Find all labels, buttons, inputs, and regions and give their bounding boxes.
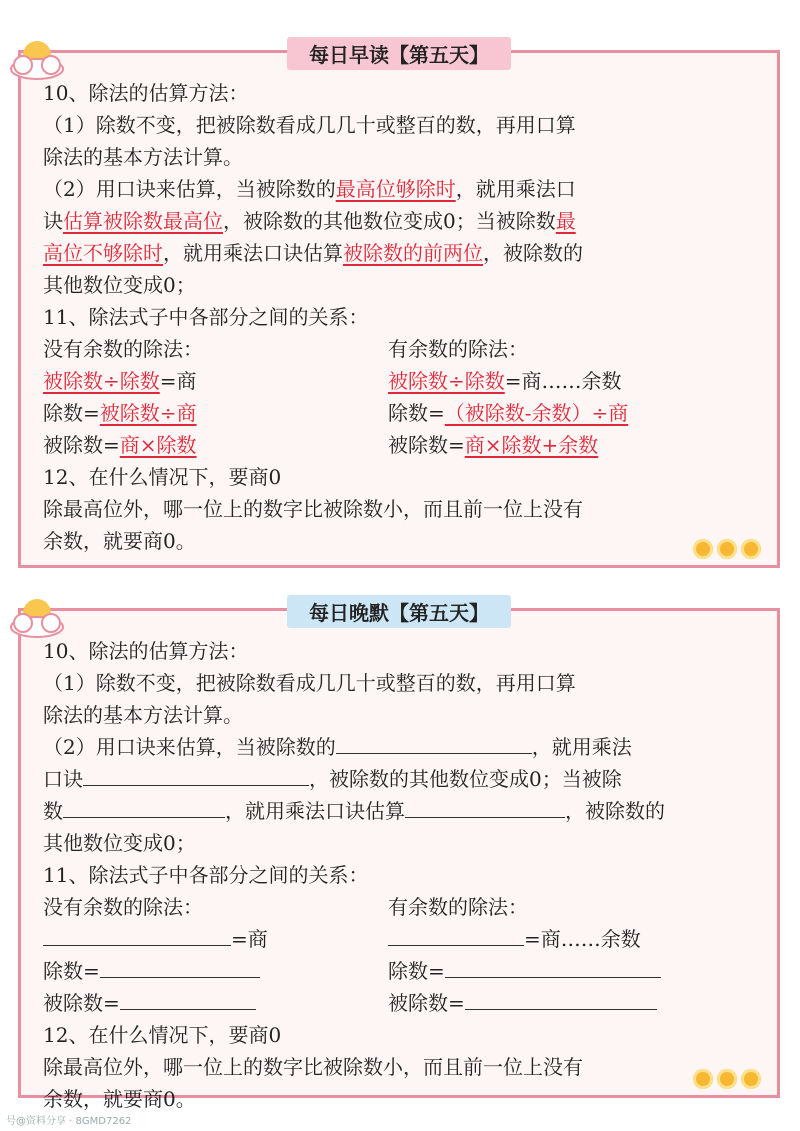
card-content: [43, 635, 759, 1115]
relation-row: 被除数= 被除数=: [43, 987, 759, 1019]
answer-text: 被除数的前两位: [343, 241, 483, 265]
relation-row: 没有余数的除法： 有余数的除法：: [43, 895, 528, 919]
section-11-heading: 11、除法式子中各部分之间的关系：: [43, 305, 369, 329]
fill-blank[interactable]: [405, 795, 565, 818]
flower-icon: [717, 539, 737, 559]
fill-blank[interactable]: [445, 955, 661, 978]
text-line: （2）用口诀来估算，当被除数的最高位够除时，就用乘法口: [43, 177, 576, 201]
flower-icon: [717, 1069, 737, 1089]
fill-blank[interactable]: [336, 731, 532, 754]
text-line: 余数，就要商0。: [43, 529, 196, 553]
answer-text: 最: [555, 209, 576, 233]
text-line: 口诀 ，被除数的其他数位变成0；当被除: [43, 763, 759, 795]
fill-blank[interactable]: [43, 923, 231, 946]
flower-icon: [741, 1069, 761, 1089]
section-11-heading: 11、除法式子中各部分之间的关系：: [43, 863, 369, 887]
fill-blank[interactable]: [465, 987, 657, 1010]
answer-text: 最高位够除时: [335, 177, 456, 201]
section-10-heading: 10、除法的估算方法：: [43, 639, 249, 663]
relation-row: 被除数÷除数=商 被除数÷除数=商……余数: [43, 369, 622, 393]
text-line: 诀估算被除数最高位，被除数的其他数位变成0；当被除数最: [43, 209, 576, 233]
flower-icon: [741, 539, 761, 559]
fill-blank[interactable]: [63, 795, 225, 818]
text-line: 除法的基本方法计算。: [43, 145, 243, 169]
cloud-sun-icon: [7, 37, 67, 81]
fill-blank[interactable]: [120, 987, 256, 1010]
answer-text: 被除数÷除数: [388, 369, 505, 393]
relation-row: 没有余数的除法： 有余数的除法：: [43, 337, 528, 361]
text-line: 除最高位外，哪一位上的数字比被除数小，而且前一位上没有: [43, 1055, 583, 1079]
answer-text: 商×除数: [119, 433, 197, 457]
answer-text: 估算被除数最高位: [63, 209, 223, 233]
fill-blank[interactable]: [100, 955, 260, 978]
flower-icon: [693, 539, 713, 559]
answer-text: 被除数÷商: [99, 401, 197, 425]
relation-row: =商 =商……余数: [43, 923, 759, 955]
flower-icon: [693, 1069, 713, 1089]
section-10-heading: 10、除法的估算方法：: [43, 81, 249, 105]
fill-blank[interactable]: [388, 923, 524, 946]
answer-text: 商×除数+余数: [464, 433, 599, 457]
evening-dictation-card: [18, 601, 780, 1111]
morning-reading-card: [18, 43, 780, 568]
section-12-heading: 12、在什么情况下，要商0: [43, 465, 282, 489]
cloud-sun-icon: [7, 595, 67, 639]
text-line: 除法的基本方法计算。: [43, 703, 243, 727]
answer-text: （被除数-余数）÷商: [444, 401, 629, 425]
text-line: 其他数位变成0；: [43, 831, 196, 855]
section-12-heading: 12、在什么情况下，要商0: [43, 1023, 282, 1047]
card-title: 每日早读【第五天】: [287, 37, 511, 70]
text-line: 高位不够除时，就用乘法口诀估算被除数的前两位，被除数的: [43, 241, 583, 265]
relation-row: 除数= 除数=: [43, 955, 759, 987]
flower-decoration: [693, 539, 761, 559]
text-line: （2）用口诀来估算，当被除数的 ，就用乘法: [43, 731, 759, 763]
text-line: 数 ，就用乘法口诀估算 ，被除数的: [43, 795, 759, 827]
answer-text: 被除数÷除数: [43, 369, 160, 393]
card-content: [43, 77, 759, 557]
text-line: 除最高位外，哪一位上的数字比被除数小，而且前一位上没有: [43, 497, 583, 521]
text-line: （1）除数不变，把被除数看成几几十或整百的数，再用口算: [43, 113, 576, 137]
flower-decoration: [693, 1069, 761, 1089]
text-line: 余数，就要商0。: [43, 1087, 196, 1111]
text-line: 其他数位变成0；: [43, 273, 196, 297]
answer-text: 高位不够除时: [43, 241, 163, 265]
fill-blank[interactable]: [83, 763, 309, 786]
text-line: （1）除数不变，把被除数看成几几十或整百的数，再用口算: [43, 671, 576, 695]
relation-row: 被除数=商×除数 被除数=商×除数+余数: [43, 433, 599, 457]
watermark: 号@资料分享 · 8GMD7262: [6, 1116, 132, 1127]
relation-row: 除数=被除数÷商 除数=（被除数-余数）÷商: [43, 401, 629, 425]
card-title: 每日晚默【第五天】: [287, 595, 511, 628]
